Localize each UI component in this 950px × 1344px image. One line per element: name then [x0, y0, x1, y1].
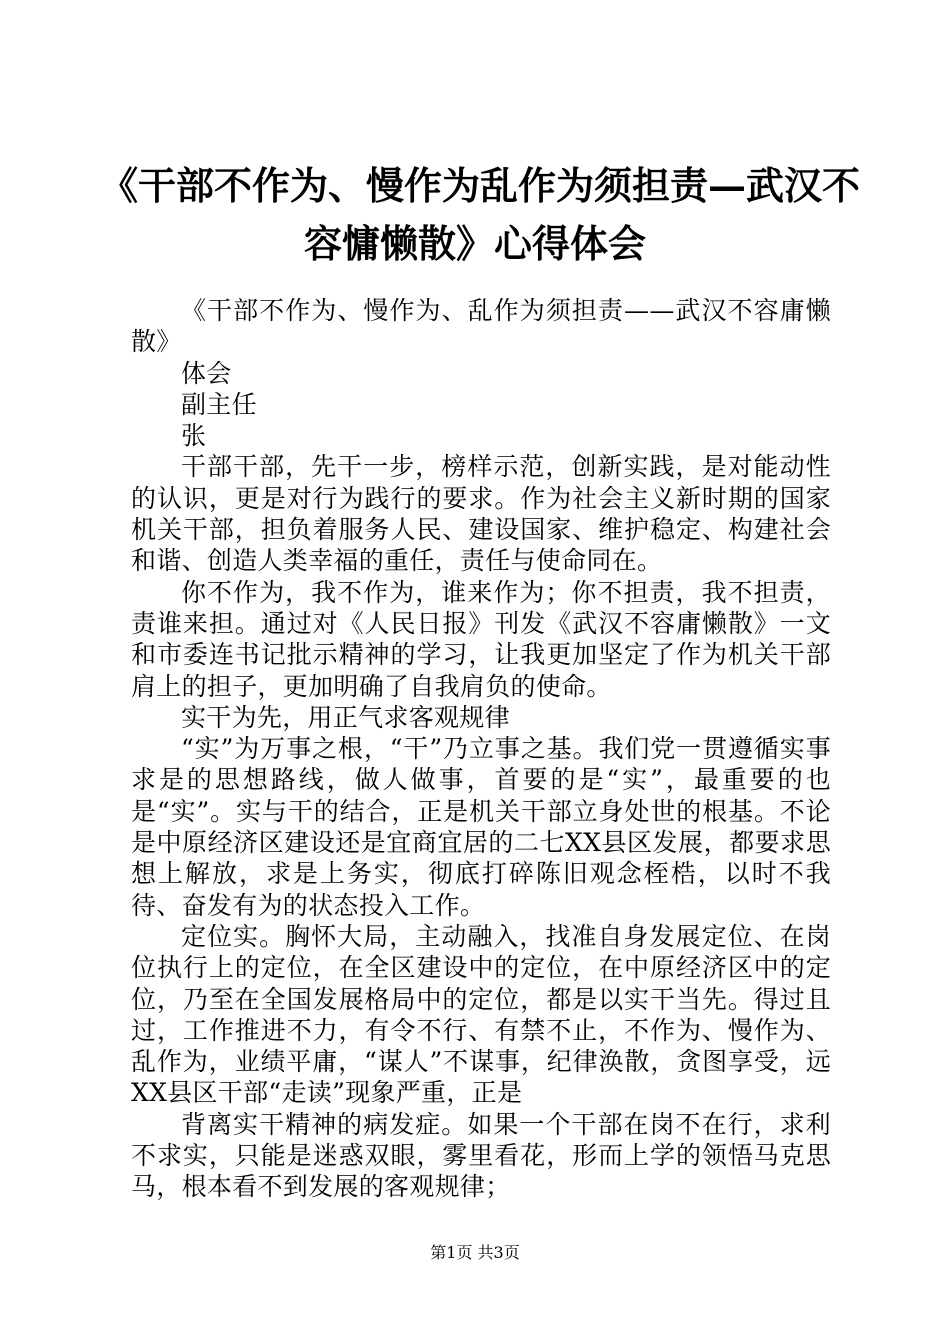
- paragraph: 干部干部，先干一步，榜样示范，创新实践，是对能动性的认识，更是对行为践行的要求。作为社会主义新时期的国家机关干部，担负着服务人民、建设国家、维护稳定、构建社会和谐、创造人类幸福的重任，责任与使命同在。: [131, 452, 831, 576]
- paragraph-author-name: 张: [181, 421, 207, 451]
- document-title-line-2: 容慵懒散》心得体会: [303, 221, 646, 266]
- paragraph: 定位实。胸怀大局，主动融入，找准自身发展定位、在岗位执行上的定位，在全区建设中的定位，在中原经济区中的定位，乃至在全国发展格局中的定位，都是以实干当先。得过且过，工作推进不力，有令不行、有禁不止，不作为、慢作为、乱作为，业绩平庸，“谋人”不谋事，纪律涣散，贪图享受，远XX县区干部“走读”现象严重，正是: [131, 921, 831, 1108]
- document-body: [131, 295, 831, 1203]
- document-title-line-1: 《干部不作为、慢作为乱作为须担责—武汉不: [100, 163, 861, 208]
- paragraph-label: 体会: [181, 358, 232, 388]
- paragraph-subtitle: 《干部不作为、慢作为、乱作为须担责——武汉不容庸懒散》: [131, 296, 831, 357]
- paragraph-author-role: 副主任: [181, 389, 257, 419]
- section-heading: 实干为先，用正气求客观规律: [181, 702, 510, 732]
- page-footer: 第1页 共3页: [430, 1243, 520, 1262]
- paragraph: “实”为万事之根，“干”乃立事之基。我们党一贯遵循实事求是的思想路线，做人做事，首要的是“实”，最重要的也是“实”。实与干的结合，正是机关干部立身处世的根基。不论是中原经济区建设还是宜商宜居的二七XX县区发展，都要求思想上解放，求是上务实，彻底打碎陈旧观念桎梏，以时不我待、奋发有为的状态投入工作。: [131, 734, 831, 920]
- paragraph: 你不作为，我不作为，谁来作为；你不担责，我不担责，责谁来担。通过对《人民日报》刊发《武汉不容庸懒散》一文和市委连书记批示精神的学习，让我更加坚定了作为机关干部肩上的担子，更加明确了自我肩负的使命。: [131, 577, 831, 701]
- paragraph: 背离实干精神的病发症。如果一个干部在岗不在行，求利不求实，只能是迷惑双眼，雾里看花，形而上学的领悟马克思马，根本看不到发展的客观规律；: [131, 1109, 831, 1202]
